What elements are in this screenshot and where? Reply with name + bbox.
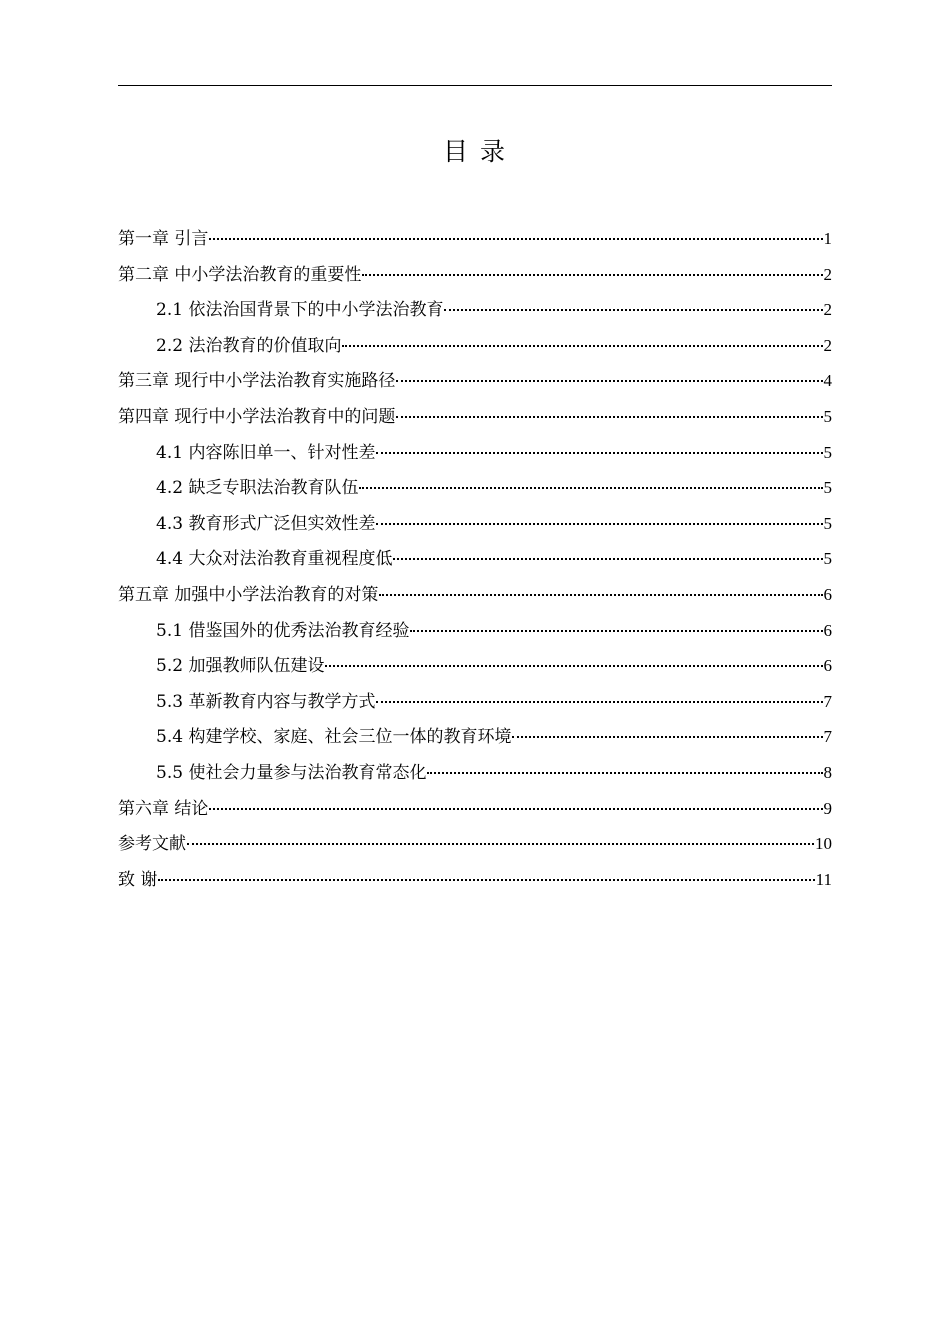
toc-page-number: 9 [823, 798, 832, 818]
toc-page-number: 8 [823, 762, 832, 782]
toc-entry[interactable] [118, 221, 832, 257]
toc-entry[interactable] [118, 435, 832, 471]
toc-entry-text: 5.3 革新教育内容与教学方式 [156, 691, 376, 712]
toc-entry-text: 参考文献 [118, 834, 186, 855]
toc-page-number: 2 [823, 335, 832, 355]
toc-entry-text: 4.1 内容陈旧单一、针对性差 [156, 442, 376, 463]
toc-entry-text: 5.5 使社会力量参与法治教育常态化 [156, 762, 427, 783]
toc-leader-dots [342, 344, 822, 347]
toc-entry-text: 第五章 加强中小学法治教育的对策 [118, 584, 379, 605]
toc-leader-dots [325, 664, 822, 667]
toc-entry[interactable] [118, 826, 832, 862]
toc-page-number: 7 [823, 691, 832, 711]
toc-entry[interactable] [118, 328, 832, 364]
toc-entry[interactable] [118, 292, 832, 328]
toc-leader-dots [410, 629, 822, 632]
toc-page-number: 2 [823, 300, 832, 320]
toc-entry-text: 第三章 现行中小学法治教育实施路径 [118, 371, 396, 392]
toc-title: 目 录 [443, 137, 507, 166]
toc-page-number: 5 [823, 406, 832, 426]
toc-leader-dots [396, 379, 822, 382]
toc-entry-text: 第六章 结论 [118, 798, 209, 819]
toc-entry[interactable] [118, 862, 832, 898]
toc-entry-text: 第二章 中小学法治教育的重要性 [118, 264, 362, 285]
toc-leader-dots [376, 451, 822, 454]
toc-page-number: 5 [823, 513, 832, 533]
toc-entry[interactable] [118, 613, 832, 649]
toc-entry[interactable] [118, 506, 832, 542]
toc-entry[interactable] [118, 755, 832, 791]
toc-page-number: 1 [823, 229, 832, 248]
toc-page-number: 10 [815, 834, 832, 854]
toc-page-number: 5 [823, 549, 832, 569]
toc-leader-dots [362, 273, 822, 276]
toc-page-number: 2 [823, 264, 832, 284]
toc-entry[interactable] [118, 399, 832, 435]
toc-entry[interactable] [118, 257, 832, 293]
toc-entry-text: 2.1 依法治国背景下的中小学法治教育 [156, 300, 444, 321]
header-rule [118, 85, 832, 86]
toc-page-number: 6 [823, 584, 832, 604]
toc-entry-text: 4.2 缺乏专职法治教育队伍 [156, 478, 359, 499]
toc-leader-dots [444, 308, 822, 311]
toc-entry[interactable] [118, 719, 832, 755]
toc-entry-text: 第一章 引言 [118, 229, 209, 249]
toc-entry[interactable] [118, 363, 832, 399]
toc-page-number: 6 [823, 656, 832, 676]
toc-entry[interactable] [118, 648, 832, 684]
toc-entry-text: 2.2 法治教育的价值取向 [156, 335, 342, 356]
toc-leader-dots [187, 842, 814, 845]
toc-leader-dots [393, 557, 822, 560]
toc-entry[interactable] [118, 541, 832, 577]
toc-leader-dots [396, 415, 822, 418]
toc-leader-dots [209, 237, 822, 240]
toc-page-number: 11 [815, 869, 832, 889]
toc-entry-text: 4.4 大众对法治教育重视程度低 [156, 549, 393, 570]
toc-leader-dots [376, 700, 822, 703]
toc-page-number: 7 [823, 727, 832, 747]
toc-entry[interactable] [118, 577, 832, 613]
toc-entry[interactable] [118, 470, 832, 506]
toc-page-number: 5 [823, 478, 832, 498]
toc-page-number: 5 [823, 442, 832, 462]
toc-page-number: 4 [823, 371, 832, 391]
toc-list [118, 221, 832, 897]
toc-leader-dots [512, 735, 822, 738]
toc-leader-dots [376, 522, 822, 525]
toc-entry-text: 第四章 现行中小学法治教育中的问题 [118, 406, 396, 427]
toc-leader-dots [158, 878, 814, 881]
toc-leader-dots [359, 486, 822, 489]
toc-leader-dots [379, 593, 822, 596]
toc-entry-text: 致 谢 [118, 869, 158, 890]
toc-leader-dots [209, 807, 822, 810]
toc-page-number: 6 [823, 620, 832, 640]
toc-leader-dots [427, 771, 822, 774]
toc-entry-text: 5.1 借鉴国外的优秀法治教育经验 [156, 620, 410, 641]
toc-entry-text: 5.4 构建学校、家庭、社会三位一体的教育环境 [156, 727, 512, 748]
toc-entry[interactable] [118, 684, 832, 720]
toc-entry-text: 5.2 加强教师队伍建设 [156, 656, 325, 677]
toc-entry[interactable] [118, 791, 832, 827]
toc-entry-text: 4.3 教育形式广泛但实效性差 [156, 513, 376, 534]
